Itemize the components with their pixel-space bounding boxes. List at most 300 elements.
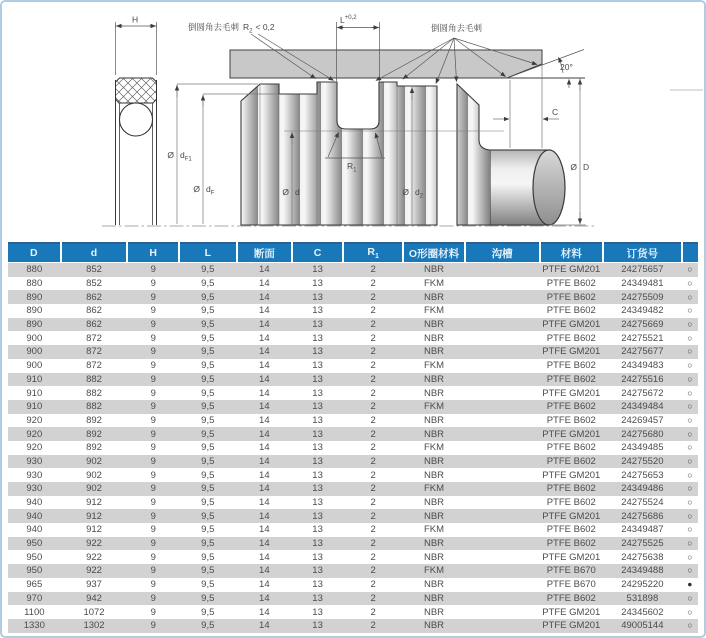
availability-dot: ○: [687, 332, 693, 343]
size-table-header: [8, 243, 698, 263]
table-cell: 9,5: [179, 345, 237, 359]
table-cell: 14: [259, 360, 270, 372]
table-row: [8, 523, 698, 537]
ptfe-cap-hatched: [116, 78, 157, 103]
table-cell: PTFE GM201: [540, 345, 604, 359]
table-cell: 14: [259, 524, 270, 536]
table-cell: 2: [370, 332, 376, 344]
table-cell: 13: [312, 524, 323, 536]
table-cell: 9: [127, 400, 179, 414]
table-cell: PTFE B602: [540, 537, 604, 551]
table-cell: 2: [370, 469, 376, 481]
table-cell: 930: [26, 469, 43, 481]
table-cell: PTFE B670: [546, 579, 596, 591]
table-cell: 9,5: [179, 373, 237, 387]
table-cell: 912: [61, 509, 128, 523]
table-cell: NBR: [403, 427, 465, 441]
table-cell: 950: [26, 551, 43, 563]
table-cell: 9,5: [179, 564, 237, 578]
table-cell: FKM: [423, 305, 445, 317]
table-cell: PTFE B602: [546, 414, 596, 426]
table-row: [8, 427, 698, 441]
table-cell: 14: [237, 564, 293, 578]
label-d-sym: d: [295, 187, 300, 197]
table-cell: 2: [343, 619, 403, 633]
size-table: [8, 242, 698, 633]
table-cell: 13: [292, 318, 343, 332]
table-cell: [465, 509, 540, 523]
table-cell: 14: [237, 290, 293, 304]
table-cell: 920: [26, 442, 43, 454]
availability-dot: ○: [687, 551, 693, 562]
table-row: [8, 605, 698, 619]
table-cell: NBR: [423, 579, 445, 591]
availability-dot: ○: [682, 318, 698, 332]
piston-hub: [457, 84, 490, 225]
table-cell: 24349488: [603, 564, 682, 578]
table-cell: NBR: [403, 537, 465, 551]
table-cell: [465, 263, 540, 277]
table-cell: 9,5: [179, 455, 237, 469]
table-cell: 922: [61, 537, 128, 551]
table-cell: 882: [61, 373, 128, 387]
table-cell: 2: [343, 592, 403, 606]
table-cell: 880: [26, 278, 43, 290]
table-cell: 852: [86, 278, 102, 290]
table-cell: 9: [127, 318, 179, 332]
table-cell: 14: [259, 551, 270, 563]
table-cell: 24275653: [621, 469, 664, 481]
availability-dot: ○: [682, 537, 698, 551]
label-dF1-sym: $d_{F1}$: [180, 150, 192, 163]
table-cell: 940: [26, 497, 43, 509]
table-cell: 9: [150, 387, 156, 399]
table-cell: 24275525: [603, 537, 682, 551]
table-cell: 872: [61, 345, 128, 359]
table-cell: 24275672: [621, 387, 664, 399]
table-cell: 14: [259, 579, 270, 591]
table-cell: 2: [343, 373, 403, 387]
table-cell: 920: [26, 414, 43, 426]
table-cell: FKM: [423, 360, 445, 372]
table-cell: 9: [150, 442, 156, 454]
table-cell: 920: [8, 427, 61, 441]
table-cell: 14: [259, 497, 270, 509]
label-dF-sym: $d_F$: [206, 184, 215, 197]
label-deburr-left: 倒圆角去毛刺 $R_2 < 0,2$: [188, 22, 275, 35]
table-cell: NBR: [423, 551, 445, 563]
table-cell: 9: [127, 592, 179, 606]
table-cell: 14: [259, 332, 270, 344]
table-cell: 940: [8, 509, 61, 523]
table-cell: PTFE B670: [540, 564, 604, 578]
table-row: [8, 441, 698, 455]
table-row: [8, 373, 698, 387]
table-cell: 9,5: [179, 400, 237, 414]
table-cell: 937: [86, 579, 102, 591]
table-cell: PTFE GM201: [540, 619, 604, 633]
table-cell: 2: [343, 290, 403, 304]
table-cell: 14: [237, 537, 293, 551]
table-cell: [465, 455, 540, 469]
table-cell: NBR: [403, 509, 465, 523]
table-cell: NBR: [423, 414, 445, 426]
table-cell: 2: [370, 305, 376, 317]
availability-dot: ○: [687, 387, 693, 398]
table-row: [8, 509, 698, 523]
availability-dot: ○: [682, 427, 698, 441]
column-header: O形圈材料: [403, 243, 465, 263]
table-cell: [465, 550, 540, 564]
table-cell: 965: [26, 579, 43, 591]
table-cell: [465, 468, 540, 482]
table-cell: 2: [343, 345, 403, 359]
label-20deg: 20°: [560, 62, 573, 72]
table-cell: 9: [127, 564, 179, 578]
piston-body: [241, 82, 437, 225]
table-cell: 2: [370, 442, 376, 454]
table-cell: 900: [8, 345, 61, 359]
column-header: 断面: [237, 243, 293, 263]
table-cell: 13: [292, 345, 343, 359]
table-cell: 862: [61, 290, 128, 304]
table-cell: 900: [26, 360, 43, 372]
table-cell: PTFE GM201: [540, 318, 604, 332]
table-cell: 9: [127, 455, 179, 469]
table-cell: PTFE B602: [540, 592, 604, 606]
table-cell: 13: [292, 263, 343, 277]
table-cell: FKM: [403, 564, 465, 578]
table-cell: 14: [237, 619, 293, 633]
table-cell: [465, 523, 540, 537]
table-cell: 970: [8, 592, 61, 606]
table-cell: 9: [150, 551, 156, 563]
availability-dot: ○: [687, 606, 693, 617]
column-header: C: [292, 243, 343, 263]
table-cell: PTFE B602: [546, 497, 596, 509]
table-row: [8, 331, 698, 345]
table-cell: 49005144: [603, 619, 682, 633]
table-cell: PTFE GM201: [542, 551, 601, 563]
table-cell: 9,5: [201, 442, 215, 454]
availability-dot: ○: [687, 497, 693, 508]
table-cell: 24349483: [621, 360, 664, 372]
table-cell: 24349486: [603, 482, 682, 496]
table-row: [8, 564, 698, 578]
table-cell: 24275516: [603, 373, 682, 387]
table-cell: [465, 619, 540, 633]
availability-dot: ○: [687, 442, 693, 453]
table-cell: 13: [312, 387, 323, 399]
table-cell: PTFE B602: [540, 455, 604, 469]
table-row: [8, 304, 698, 318]
table-cell: 9,5: [179, 427, 237, 441]
table-cell: 14: [237, 263, 293, 277]
table-cell: [465, 592, 540, 606]
table-cell: PTFE B602: [546, 442, 596, 454]
table-cell: PTFE B602: [546, 360, 596, 372]
label-deburr-right: 倒圆角去毛刺: [431, 23, 483, 33]
table-cell: PTFE B602: [546, 305, 596, 317]
table-cell: [465, 496, 540, 510]
table-cell: PTFE GM201: [540, 509, 604, 523]
table-cell: 862: [86, 305, 102, 317]
table-cell: [465, 414, 540, 428]
table-cell: 9: [150, 332, 156, 344]
table-cell: 880: [8, 263, 61, 277]
table-cell: NBR: [423, 387, 445, 399]
availability-dot: ○: [682, 564, 698, 578]
availability-dot: ○: [687, 469, 693, 480]
table-cell: 13: [292, 290, 343, 304]
o-ring: [120, 103, 153, 136]
table-cell: 14: [237, 482, 293, 496]
table-cell: 1100: [24, 606, 45, 618]
table-cell: PTFE B602: [540, 400, 604, 414]
table-cell: 13: [312, 305, 323, 317]
label-d: Ø: [282, 187, 289, 197]
table-cell: 9,5: [201, 278, 215, 290]
technical-drawing: [2, 2, 704, 238]
table-cell: PTFE B602: [546, 332, 596, 344]
column-header: L: [179, 243, 237, 263]
table-cell: [465, 441, 540, 455]
table-cell: 9,5: [201, 497, 215, 509]
table-cell: NBR: [403, 373, 465, 387]
table-cell: 2: [370, 524, 376, 536]
table-row: [8, 359, 698, 373]
table-row: [8, 263, 698, 277]
table-cell: 2: [343, 318, 403, 332]
table-cell: 9: [127, 427, 179, 441]
table-cell: 892: [86, 414, 102, 426]
table-cell: 13: [312, 497, 323, 509]
table-cell: [465, 290, 540, 304]
table-cell: PTFE GM201: [542, 606, 601, 618]
table-cell: 902: [61, 455, 128, 469]
table-cell: 9: [150, 360, 156, 372]
table-cell: 9,5: [201, 305, 215, 317]
table-cell: 922: [61, 564, 128, 578]
table-cell: 9: [127, 482, 179, 496]
table-cell: 14: [259, 414, 270, 426]
table-cell: 950: [8, 537, 61, 551]
table-cell: 13: [312, 606, 323, 618]
table-cell: NBR: [403, 455, 465, 469]
table-cell: 9: [150, 469, 156, 481]
table-cell: 892: [86, 442, 102, 454]
table-cell: 9,5: [201, 606, 215, 618]
column-header: 沟槽: [465, 243, 540, 263]
table-cell: 9,5: [201, 387, 215, 399]
table-cell: PTFE B602: [546, 524, 596, 536]
table-cell: 13: [312, 442, 323, 454]
table-cell: PTFE GM201: [540, 263, 604, 277]
table-cell: 9: [127, 619, 179, 633]
table-cell: 930: [8, 455, 61, 469]
table-cell: 14: [237, 455, 293, 469]
column-header: 材料: [540, 243, 604, 263]
table-row: [8, 482, 698, 496]
table-cell: 9: [150, 305, 156, 317]
table-cell: 13: [292, 482, 343, 496]
table-cell: 912: [86, 524, 102, 536]
table-cell: NBR: [403, 592, 465, 606]
table-cell: 942: [61, 592, 128, 606]
table-cell: 2: [370, 497, 376, 509]
table-row: [8, 578, 698, 592]
table-cell: [465, 482, 540, 496]
table-cell: PTFE B602: [540, 290, 604, 304]
table-cell: 24345602: [621, 606, 664, 618]
table-cell: 24349484: [603, 400, 682, 414]
table-cell: 13: [292, 427, 343, 441]
table-cell: 9: [150, 579, 156, 591]
table-cell: 24275669: [603, 318, 682, 332]
availability-dot: ○: [682, 290, 698, 304]
table-cell: [465, 605, 540, 619]
table-cell: 2: [343, 537, 403, 551]
table-cell: 13: [292, 373, 343, 387]
table-row: [8, 414, 698, 428]
table-cell: 9: [127, 509, 179, 523]
table-cell: 9: [150, 414, 156, 426]
table-cell: 13: [292, 400, 343, 414]
table-cell: 2: [343, 564, 403, 578]
table-cell: 14: [259, 442, 270, 454]
table-cell: NBR: [403, 345, 465, 359]
table-cell: 1302: [61, 619, 128, 633]
table-cell: 872: [86, 332, 102, 344]
table-cell: 13: [292, 564, 343, 578]
availability-dot: ○: [682, 263, 698, 277]
table-cell: 13: [292, 509, 343, 523]
table-cell: 902: [86, 469, 102, 481]
table-cell: 13: [292, 455, 343, 469]
column-header: 订货号: [603, 243, 682, 263]
table-row: [8, 290, 698, 304]
table-cell: 2: [370, 360, 376, 372]
table-cell: 14: [237, 318, 293, 332]
table-cell: 2: [370, 551, 376, 563]
table-cell: 890: [26, 305, 43, 317]
table-cell: 24349485: [621, 442, 664, 454]
table-row: [8, 345, 698, 359]
table-cell: 9,5: [201, 332, 215, 344]
table-cell: PTFE GM201: [542, 469, 601, 481]
table-cell: 14: [237, 400, 293, 414]
table-cell: 9,5: [179, 290, 237, 304]
table-cell: 1072: [83, 606, 105, 618]
column-header: d: [61, 243, 128, 263]
label-dF1: Ø: [167, 150, 174, 160]
table-cell: 2: [370, 387, 376, 399]
availability-dot: ○: [682, 400, 698, 414]
table-cell: PTFE B602: [540, 482, 604, 496]
table-cell: NBR: [423, 606, 445, 618]
table-row: [8, 277, 698, 291]
column-header: H: [127, 243, 179, 263]
table-cell: 14: [259, 469, 270, 481]
table-cell: FKM: [423, 442, 445, 454]
table-cell: [465, 400, 540, 414]
table-cell: [465, 373, 540, 387]
availability-dot: ○: [687, 360, 693, 371]
table-cell: 13: [312, 278, 323, 290]
table-cell: 2: [343, 263, 403, 277]
table-cell: 2: [370, 579, 376, 591]
table-cell: 24275509: [603, 290, 682, 304]
table-cell: 24275521: [621, 332, 664, 344]
column-header: $R_1$: [343, 243, 403, 263]
table-cell: 9,5: [179, 318, 237, 332]
table-cell: 14: [259, 387, 270, 399]
table-cell: 24295220: [621, 579, 664, 591]
label-dF: Ø: [193, 184, 200, 194]
table-row: [8, 400, 698, 414]
table-cell: NBR: [403, 318, 465, 332]
table-cell: 24275638: [621, 551, 664, 563]
label-L: $L^{+0,2}$: [340, 15, 357, 25]
table-cell: 9,5: [179, 263, 237, 277]
table-cell: 13: [312, 579, 323, 591]
table-cell: 9,5: [201, 524, 215, 536]
table-cell: 2: [343, 482, 403, 496]
table-cell: 14: [259, 278, 270, 290]
table-cell: 2: [343, 427, 403, 441]
table-cell: [465, 331, 540, 345]
table-cell: 24275680: [603, 427, 682, 441]
table-cell: 922: [86, 551, 102, 563]
availability-dot: ○: [682, 482, 698, 496]
table-cell: 24349482: [621, 305, 664, 317]
table-cell: 912: [86, 497, 102, 509]
table-cell: [465, 318, 540, 332]
table-cell: 9,5: [201, 414, 215, 426]
table-cell: 950: [8, 564, 61, 578]
seal-cross-section: [116, 78, 157, 225]
table-cell: 14: [259, 606, 270, 618]
table-row: [8, 496, 698, 510]
table-cell: 2: [370, 414, 376, 426]
table-cell: 9,5: [201, 360, 215, 372]
table-cell: 14: [259, 305, 270, 317]
table-cell: 9: [127, 290, 179, 304]
table-cell: NBR: [423, 497, 445, 509]
table-cell: 910: [8, 373, 61, 387]
table-cell: 902: [61, 482, 128, 496]
table-cell: NBR: [403, 263, 465, 277]
table-cell: 9,5: [179, 509, 237, 523]
availability-dot: ○: [682, 509, 698, 523]
table-cell: 13: [312, 332, 323, 344]
table-cell: 9,5: [201, 469, 215, 481]
table-cell: NBR: [403, 619, 465, 633]
availability-dot: ○: [687, 278, 693, 289]
table-cell: 14: [237, 345, 293, 359]
table-cell: 9,5: [179, 619, 237, 633]
table-cell: 9,5: [179, 592, 237, 606]
table-cell: [465, 537, 540, 551]
availability-dot: ○: [687, 305, 693, 316]
table-cell: 13: [312, 360, 323, 372]
table-row: [8, 318, 698, 332]
table-row: [8, 386, 698, 400]
table-cell: 14: [237, 509, 293, 523]
table-cell: 9: [150, 278, 156, 290]
table-cell: [465, 304, 540, 318]
table-cell: 862: [61, 318, 128, 332]
